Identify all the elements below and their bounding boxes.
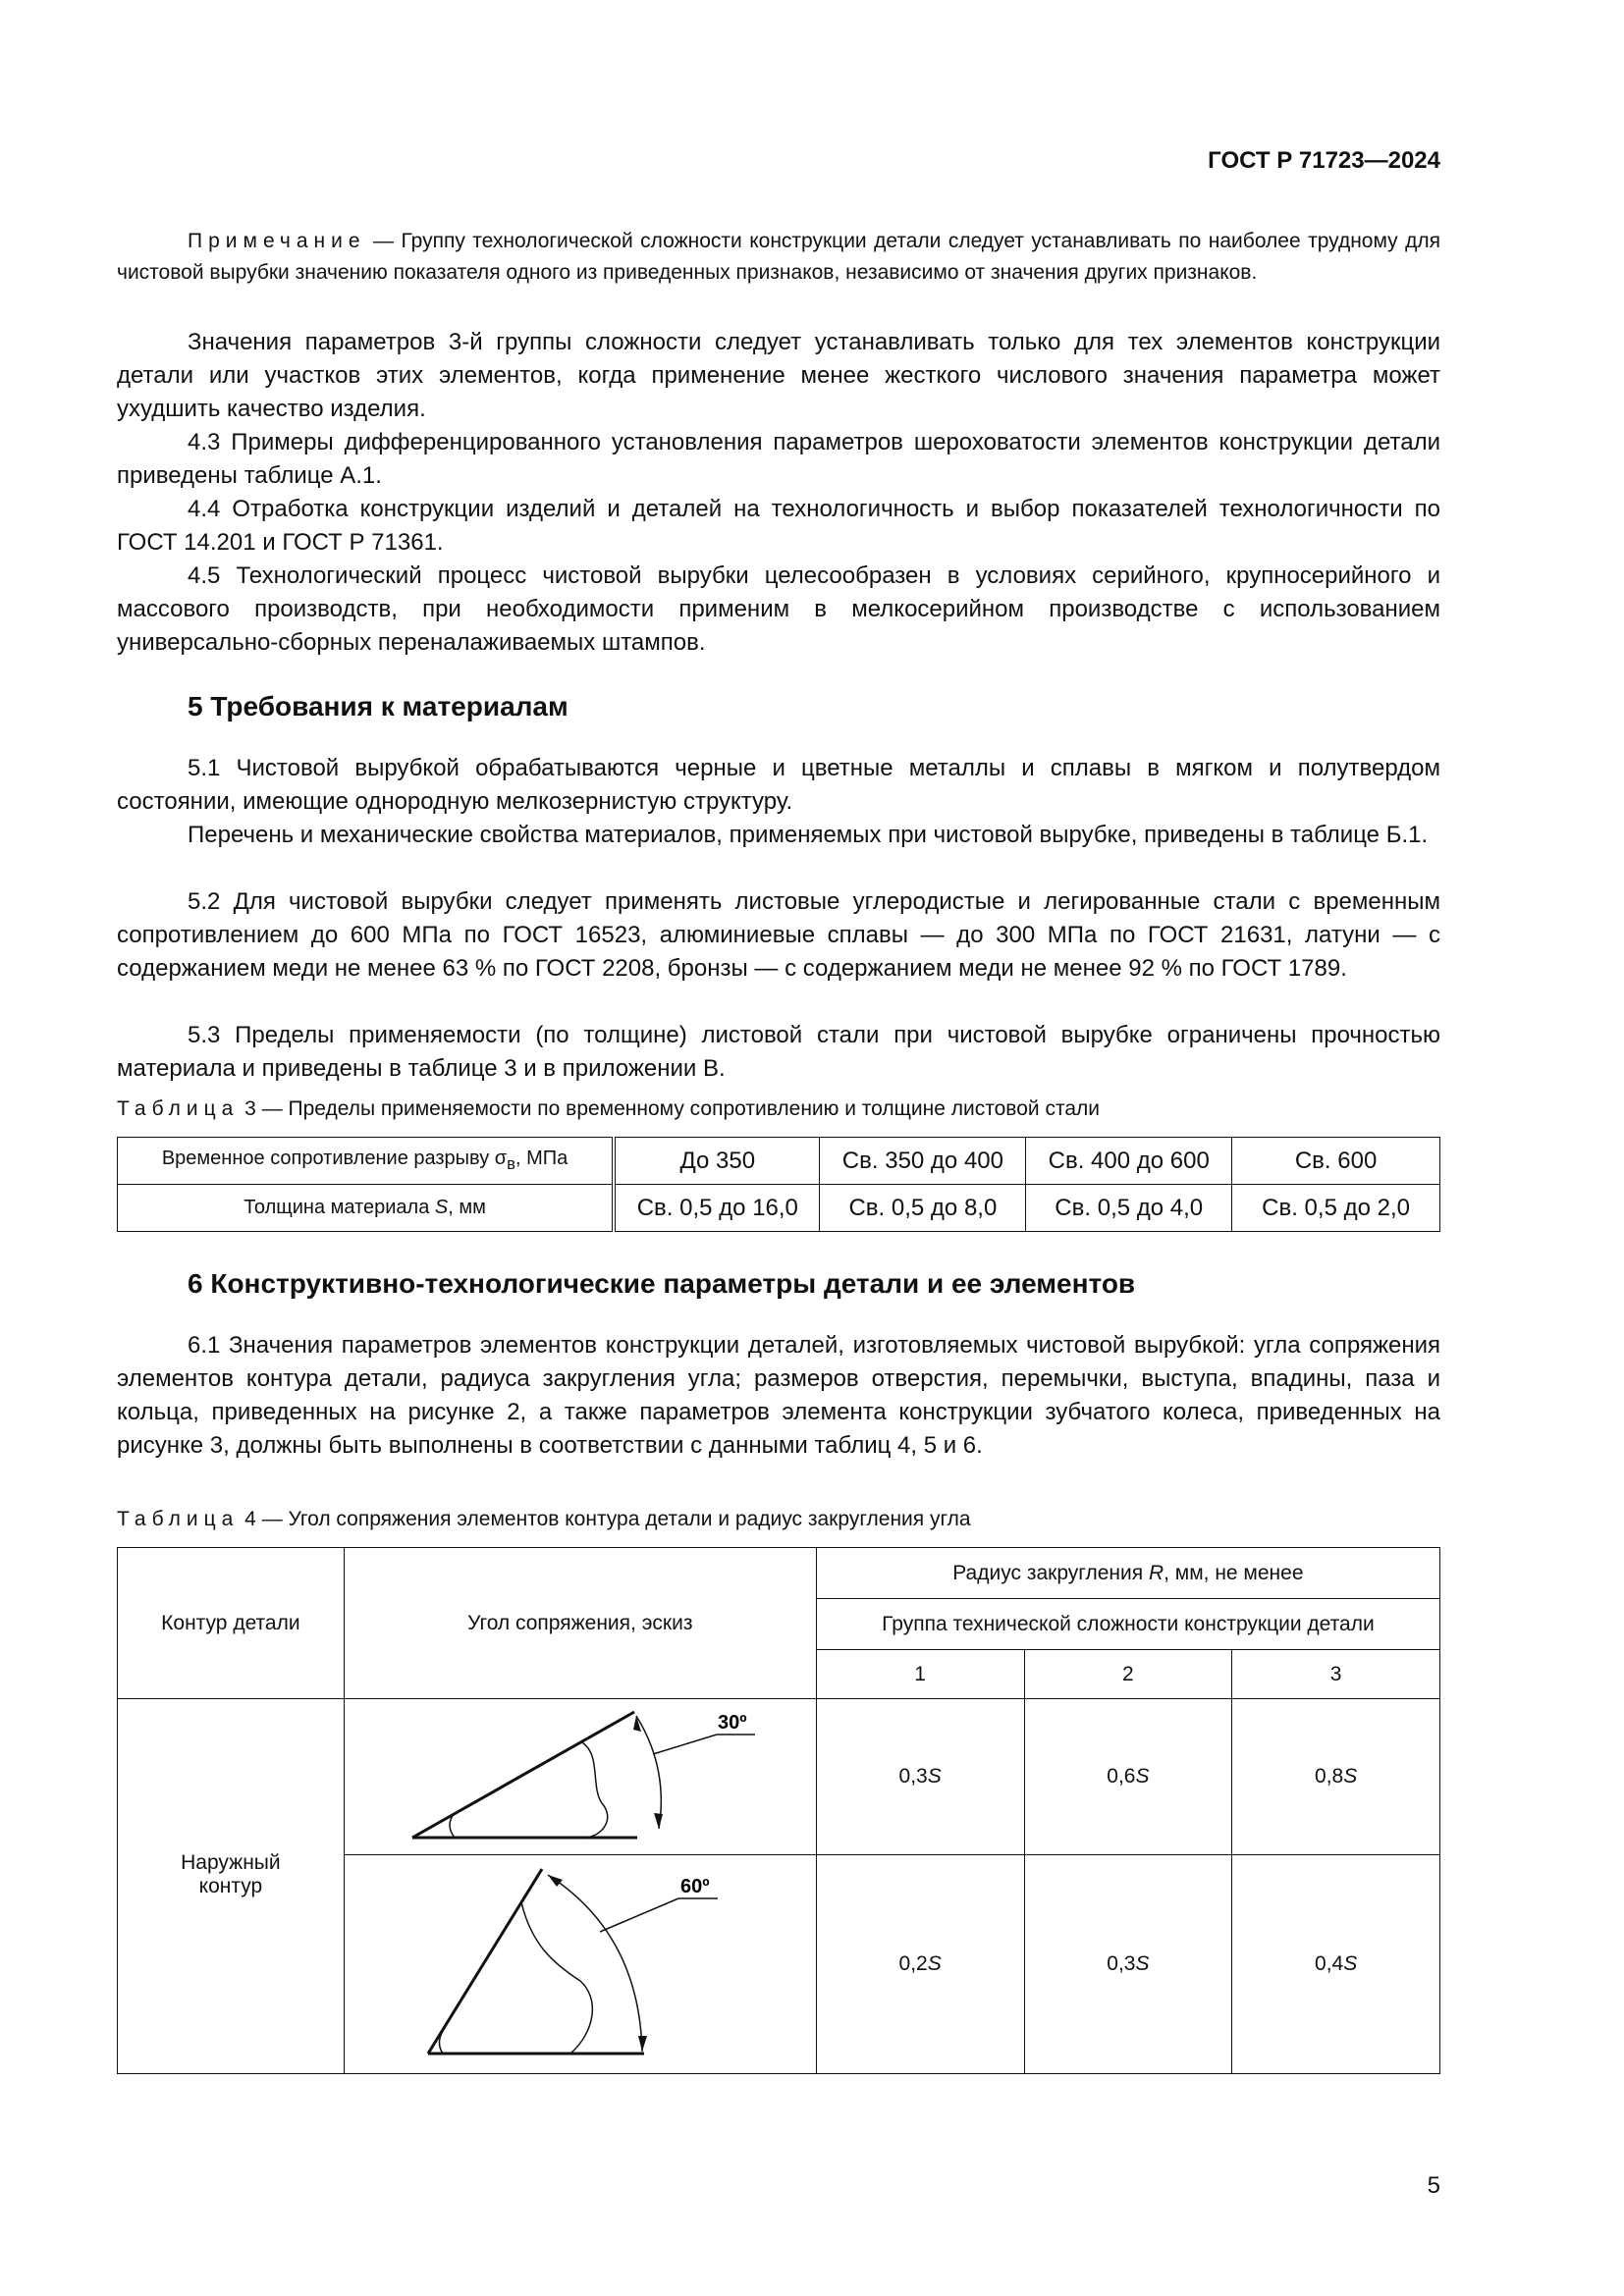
- angle-30-arrow-bottom: [654, 1813, 663, 1829]
- table3-cell: Св. 0,5 до 16,0: [614, 1185, 820, 1232]
- paragraph-4-3: 4.3 Примеры дифференцированного установления параметров шероховатости элементов конструкции детали приведены таблице А.1.: [117, 429, 1440, 489]
- table4-header-radius: Радиус закругления R, мм, не менее: [816, 1548, 1439, 1599]
- document-code: ГОСТ Р 71723—2024: [1208, 147, 1440, 174]
- page-number: 5: [1427, 2172, 1440, 2199]
- table3-thickness-label: Толщина материала S, мм: [118, 1185, 615, 1232]
- angle-60-label: 60º: [679, 1876, 710, 1897]
- angle-60-contour-curve: [521, 1902, 592, 2054]
- table3-cell: До 350: [614, 1138, 820, 1185]
- paragraph-6-1: 6.1 Значения параметров элементов конструкции деталей, изготовляемых чистовой вырубкой: угла сопряжения элементов контура детали, радиуса закругления угла; размеров отверстия, перемычки, выступа, впадины, паза и кольца, приведенных на рисунке 2, а также параметров элемента конструкции зубчатого колеса, приведенных на рисунке 3, должны быть выполнены в соответствии с данными таблиц 4, 5 и 6.: [117, 1332, 1440, 1459]
- table-3: [117, 1137, 1440, 1232]
- paragraph-5-2: 5.2 Для чистовой вырубки следует применять листовые углеродистые и легированные стали с временным сопротивлением до 600 МПа по ГОСТ 16523, алюминиевые сплавы — до 300 МПа по ГОСТ 21631, латуни — с содержанием меди не менее 63 % по ГОСТ 2208, бронзы — с содержанием меди не менее 92 % по ГОСТ 1789.: [117, 888, 1440, 982]
- table4-value-cell: 0,4S: [1232, 1855, 1440, 2074]
- table4-group-2: 2: [1024, 1650, 1232, 1699]
- table4-contour-outer: Наружный контур: [118, 1699, 345, 2074]
- table3-row-strength: [118, 1138, 1440, 1185]
- table4-group-1: 1: [816, 1650, 1024, 1699]
- angle-30-dimension-arc: [636, 1716, 661, 1829]
- table3-cell: Св. 0,5 до 8,0: [820, 1185, 1026, 1232]
- table3-strength-label: Временное сопротивление разрыву $\sigma_в$, МПа: [118, 1138, 615, 1185]
- note-label: Примечание: [188, 230, 366, 252]
- table3-cell: Св. 350 до 400: [820, 1138, 1026, 1185]
- table4-caption: [117, 1508, 971, 1531]
- section-5-heading: 5 Требования к материалам: [188, 691, 568, 721]
- paragraph-5-1: 5.1 Чистовой вырубкой обрабатываются черные и цветные металлы и сплавы в мягком и полутвердом состоянии, имеющие однородную мелкозернистую структуру.: [117, 755, 1440, 815]
- angle-60-arrow-bottom: [638, 2036, 647, 2052]
- table4-value-cell: 0,3S: [816, 1699, 1024, 1855]
- table3-cell: Св. 600: [1232, 1138, 1440, 1185]
- paragraph-5-3: 5.3 Пределы применяемости (по толщине) листовой стали при чистовой вырубке ограничены прочностью материала и приведены в таблице 3 и в приложении В.: [117, 1022, 1440, 1082]
- paragraph-group3: Значения параметров 3-й группы сложности следует устанавливать только для тех элементов конструкции детали или участков этих элементов, когда применение менее жесткого числового значения параметра может ухудшить качество изделия.: [117, 329, 1440, 422]
- table4-value-cell: 0,8S: [1232, 1699, 1440, 1855]
- table4-value-cell: 0,3S: [1024, 1855, 1232, 2074]
- table-4: [117, 1547, 1440, 2074]
- table3-caption-label: Таблица: [117, 1097, 240, 1120]
- table3-cell: Св. 0,5 до 4,0: [1026, 1185, 1232, 1232]
- paragraph-4-5: 4.5 Технологический процесс чистовой вырубки целесообразен в условиях серийного, крупносерийного и массового производств, при необходимости применим в мелкосерийном производстве с использованием универсально-сборных переналаживаемых штампов.: [117, 562, 1440, 656]
- table4-row-30: [118, 1699, 1440, 1855]
- table3-cell: Св. 0,5 до 2,0: [1232, 1185, 1440, 1232]
- angle-30-leader: [653, 1735, 717, 1754]
- table4-header-contour: Контур детали: [118, 1548, 345, 1699]
- angle-30-drawing: [345, 1699, 816, 1854]
- angle-60-leader: [600, 1898, 678, 1932]
- angle-30-side: [412, 1712, 634, 1838]
- paragraph-4-4: 4.4 Отработка конструкции изделий и деталей на технологичность и выбор показателей технологичности по ГОСТ 14.201 и ГОСТ Р 71361.: [117, 496, 1440, 556]
- table4-group-3: 3: [1232, 1650, 1440, 1699]
- angle-30-contour-curve: [580, 1741, 608, 1838]
- note-text: — Группу технологической сложности конструкции детали следует устанавливать по наиболее трудному для чистовой вырубки значению показателя одного из приведенных признаков, независимо от значения других признаков.: [117, 230, 1440, 284]
- section-6-heading: 6 Конструктивно-технологические параметры детали и ее элементов: [188, 1268, 1136, 1299]
- paragraph-5-1-list: Перечень и механические свойства материалов, применяемых при чистовой вырубке, приведены в таблице Б.1.: [188, 822, 1429, 848]
- table4-value-cell: 0,2S: [816, 1855, 1024, 2074]
- table4-caption-label: Таблица: [117, 1508, 240, 1530]
- note-paragraph: [117, 226, 1440, 289]
- angle-60-sketch: [344, 1855, 816, 2074]
- table4-caption-text: 4 — Угол сопряжения элементов контура детали и радиус закругления угла: [239, 1508, 971, 1530]
- angle-60-dimension-arc: [548, 1875, 642, 2052]
- table3-caption: [117, 1097, 1100, 1121]
- table3-caption-text: 3 — Пределы применяемости по временному сопротивлению и толщине листовой стали: [239, 1097, 1101, 1120]
- angle-30-sketch: [344, 1699, 816, 1855]
- angle-60-drawing: [345, 1855, 816, 2073]
- angle-60-arrow-top: [548, 1875, 563, 1887]
- table3-cell: Св. 400 до 600: [1026, 1138, 1232, 1185]
- angle-60-side: [428, 1869, 542, 2054]
- table4-header-angle: Угол сопряжения, эскиз: [344, 1548, 816, 1699]
- table3-row-thickness: [118, 1185, 1440, 1232]
- angle-30-label: 30º: [717, 1712, 747, 1734]
- table4-value-cell: 0,6S: [1024, 1699, 1232, 1855]
- table4-header-group: Группа технической сложности конструкции детали: [816, 1599, 1439, 1650]
